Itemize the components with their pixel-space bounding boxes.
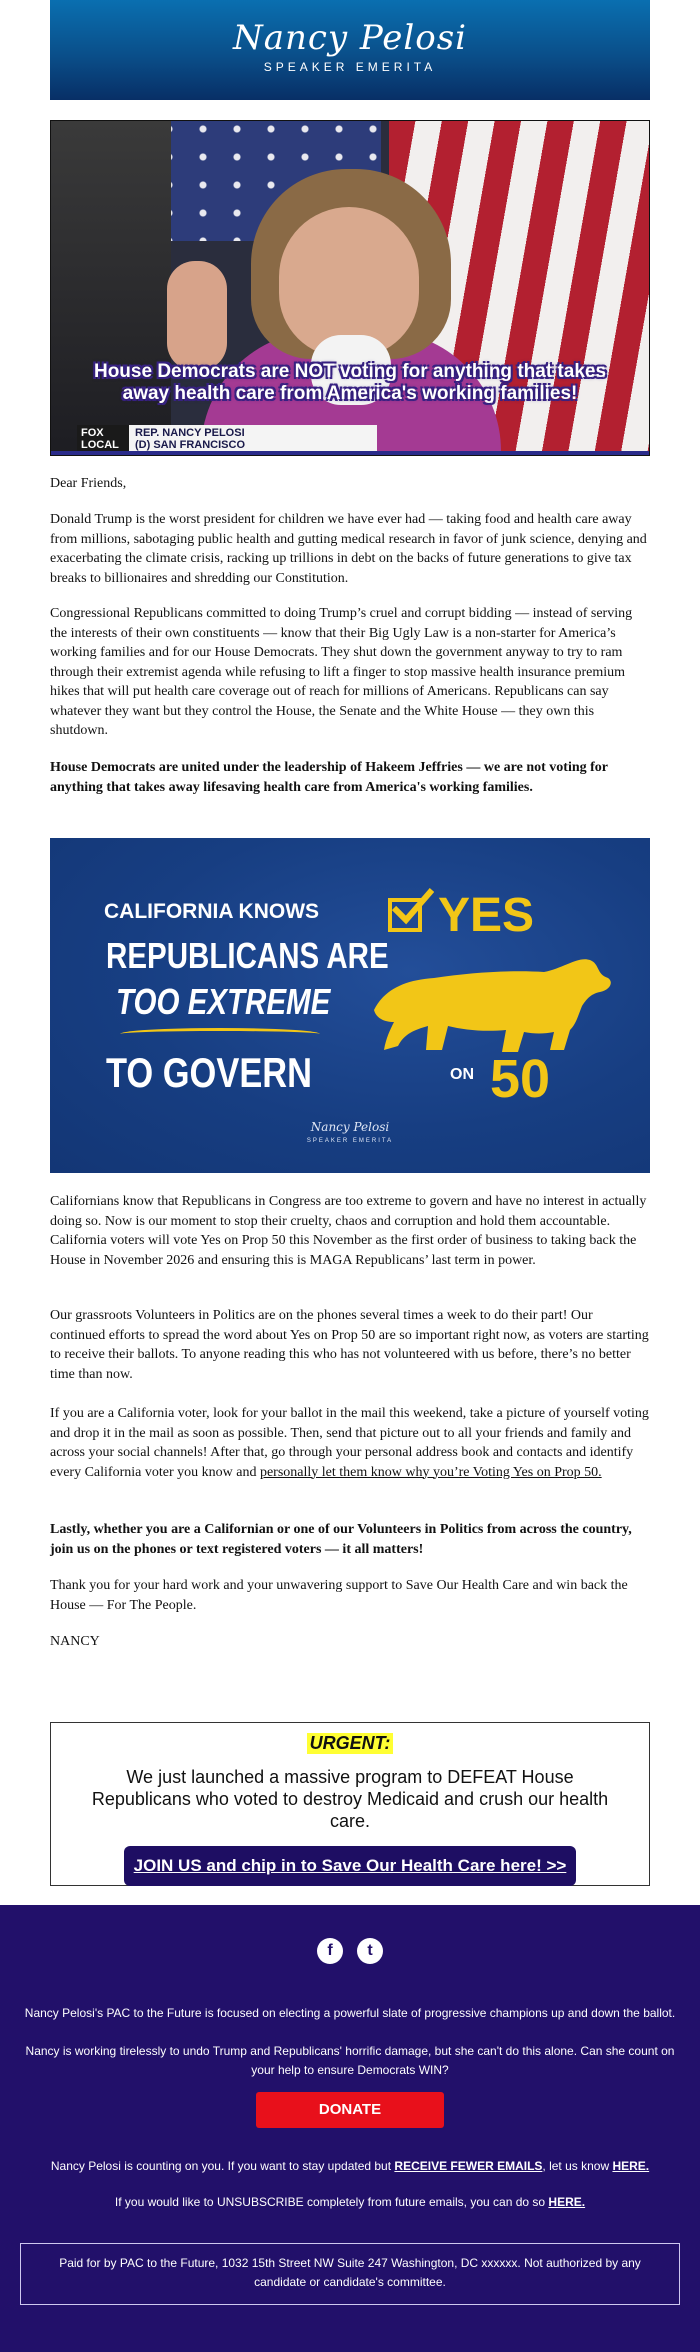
paragraph-7-text: Lastly, whether you are a Californian or one of our Volunteers in Politics from across the country, join us on the phones or text registered voters — it all matters! (50, 1522, 632, 1557)
voting-yes-link[interactable]: personally let them know why you’re Voting Yes on Prop 50. (259, 1464, 602, 1480)
urgent-message: We just launched a massive program to DEFEAT House Republicans who voted to destroy Medicaid and crush our health care. (91, 1767, 609, 1831)
paragraph-8: Thank you for your hard work and your unwavering support to Save Our Health Care and win back the House — For The People. (50, 1578, 628, 1613)
email-header (50, 0, 650, 100)
hero-image[interactable] (50, 120, 650, 456)
network-sub: LOCAL (81, 439, 119, 451)
network-logo (77, 425, 129, 453)
signoff: NANCY (50, 1634, 100, 1649)
graphic-kicker: CALIFORNIA KNOWS (104, 900, 320, 923)
paragraph-3 (50, 758, 650, 797)
fewer-emails-here-link[interactable]: HERE. (612, 2159, 650, 2173)
graphic-50: 50 (490, 1049, 551, 1109)
network-name: FOX (81, 427, 104, 439)
greeting: Dear Friends, (50, 476, 127, 491)
prop-50-graphic[interactable] (50, 838, 650, 1173)
nameplate-district: (D) SAN FRANCISCO (135, 439, 245, 451)
twitter-icon[interactable]: t (357, 1938, 383, 1964)
paragraph-1: Donald Trump is the worst president for children we have ever had — taking food and health care away from millions, sabotaging public health and gutting medical research in favor of junk science, denying and exacerbating the climate crisis, racking up trillions in debt on the backs of future generations to give tax breaks to billionaires and shredding our Constitution. (50, 512, 647, 586)
graphic-line-3: TO GOVERN (106, 1049, 313, 1096)
footer-fewer-emails-text-2: , let us know (542, 2159, 613, 2173)
hero-caption (51, 361, 649, 405)
paragraph-4: Californians know that Republicans in Congress are too extreme to govern and have no interest in actually doing so. Now is our moment to stop their cruelty, chaos and corruption and hold them accountable. California voters will vote Yes on Prop 50 this November as the first order of business to taking back the House in November 2026 and ensuring this is MAGA Republicans’ last term in power. (50, 1194, 647, 1268)
paragraph-6 (50, 1404, 650, 1482)
graphic-on: ON (450, 1066, 474, 1083)
graphic-line-2: TOO EXTREME (116, 981, 331, 1022)
raised-hand (167, 261, 227, 371)
fewer-emails-link[interactable]: RECEIVE FEWER EMAILS (394, 2159, 543, 2173)
paid-for-disclaimer: Paid for by PAC to the Future, 1032 15th Street NW Suite 247 Washington, DC xxxxxx. Not authorized by any candidate or candidate's committee. (20, 2243, 680, 2305)
nameplate-name: REP. NANCY PELOSI (135, 427, 245, 439)
urgent-box (50, 1722, 650, 1886)
hero-caption-line-2: away health care from America's working families! (122, 383, 578, 404)
paragraph-3-lead: House Democrats are united under the leadership of Hakeem Jeffries — (50, 760, 484, 775)
paragraph-6-text: If you are a California voter, look for your ballot in the mail this weekend, take a picture of yourself voting and drop it in the mail as soon as possible. Then, send that picture out to all your friends and family and across your social channels! After that, go through your personal address book and contacts and identify every California voter you know and (50, 1406, 649, 1480)
paragraph-3-emphasis: we are not voting for anything that takes away lifesaving health care from America's working families. (50, 760, 608, 795)
caption-bar (51, 451, 649, 455)
footer-fewer-emails-text: Nancy Pelosi is counting on you. If you want to stay updated but (50, 2159, 395, 2173)
graphic-signature: Nancy Pelosi (310, 1120, 390, 1134)
background-person (51, 121, 171, 456)
donate-button[interactable]: DONATE (256, 2092, 444, 2128)
hero-caption-line-1: House Democrats are NOT voting for anything that takes (93, 361, 607, 382)
social-links (0, 1938, 700, 1964)
chip-in-button[interactable]: JOIN US and chip in to Save Our Health Care here! >> (124, 1846, 577, 1886)
checkbox-icon (388, 898, 422, 932)
header-subtitle: SPEAKER EMERITA (263, 60, 437, 74)
footer-unsubscribe-text: If you would like to UNSUBSCRIBE completely from future emails, you can do so (114, 2195, 549, 2209)
paragraph-7 (50, 1520, 650, 1559)
graphic-signature-sub: SPEAKER EMERITA (306, 1138, 394, 1144)
unsubscribe-link[interactable]: HERE. (548, 2195, 586, 2209)
footer-pac-description: Nancy Pelosi's PAC to the Future is focused on electing a powerful slate of progressive champions up and down the ballot. (24, 2006, 676, 2020)
graphic-yes: YES (438, 889, 535, 942)
graphic-underline (120, 1028, 320, 1040)
signature-logo: Nancy Pelosi (232, 18, 468, 58)
lower-third (77, 425, 377, 453)
footer-unsubscribe (20, 2194, 680, 2210)
nameplate (129, 425, 377, 453)
footer-fewer-emails (20, 2158, 680, 2174)
california-bear-icon (364, 950, 614, 1060)
paragraph-5: Our grassroots Volunteers in Politics are on the phones several times a week to do their part! Our continued efforts to spread the word about Yes on Prop 50 are so important right now, as voters are starting to receive their ballots. To anyone reading this who has not volunteered with us before, there’s no better time than now. (50, 1308, 649, 1382)
urgent-tag: URGENT: (307, 1733, 394, 1754)
paragraph-2: Congressional Republicans committed to doing Trump’s cruel and corrupt bidding — instead of serving the interests of their own constituents — know that their Big Ugly Law is a non-starter for America’s working families and for our House Democrats. They shut down the government anyway to try to ram through their extremist agenda while refusing to lift a finger to stop massive health insurance premium hikes that will put health care coverage out of reach for millions of Americans. Republicans can say whatever they want but they control the House, the Senate and the White House — they own this shutdown. (50, 606, 633, 738)
graphic-line-1: REPUBLICANS ARE (106, 935, 389, 976)
facebook-icon[interactable]: f (317, 1938, 343, 1964)
footer-appeal: Nancy is working tirelessly to undo Trump and Republicans' horrific damage, but she can't do this alone. Can she count on your help to ensure Democrats WIN? (25, 2044, 675, 2077)
footer (0, 1905, 700, 2352)
